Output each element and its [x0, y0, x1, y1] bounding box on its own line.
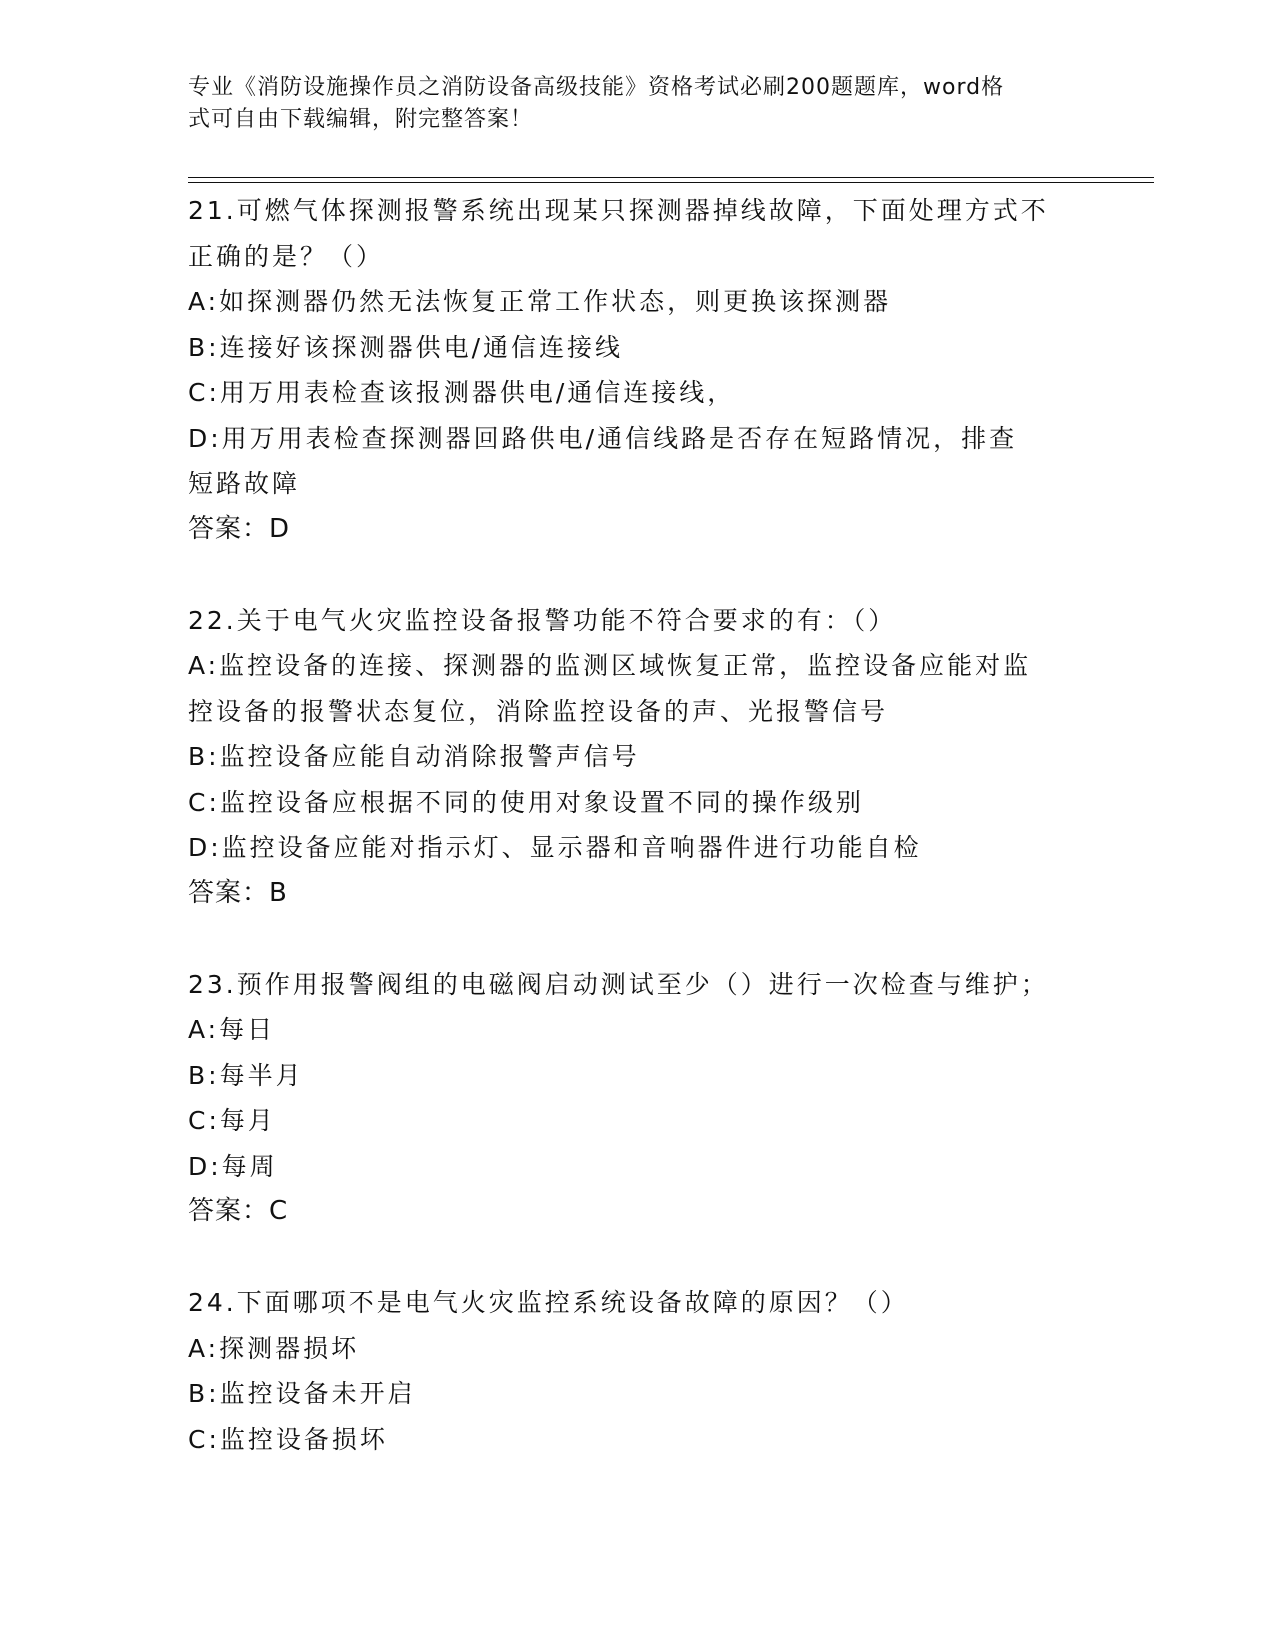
- option-d: D:监控设备应能对指示灯、显示器和音响器件进行功能自检: [188, 833, 922, 862]
- question-stem: 23.预作用报警阀组的电磁阀启动测试至少（）进行一次检查与维护；: [188, 969, 1049, 999]
- question-spacer: [188, 552, 1088, 598]
- header-line-2: 式可自由下载编辑，附完整答案！: [188, 107, 534, 132]
- header-divider-top: [188, 177, 1154, 178]
- header-line-1: 专业《消防设施操作员之消防设备高级技能》资格考试必刷200题题库，word格: [188, 75, 1005, 100]
- question-24: [188, 1280, 1088, 1462]
- option-a: A:监控设备的连接、探测器的监测区域恢复正常，监控设备应能对监: [188, 651, 1032, 680]
- option-a-continued: 控设备的报警状态复位，消除监控设备的声、光报警信号: [188, 696, 889, 726]
- question-22: [188, 598, 1088, 917]
- option-b: B:监控设备应能自动消除报警声信号: [188, 742, 640, 771]
- option-b: B:连接好该探测器供电/通信连接线: [188, 332, 623, 362]
- question-spacer: [188, 1235, 1088, 1281]
- answer-label: 答案：C: [188, 1196, 289, 1226]
- option-c: C:用万用表检查该报测器供电/通信连接线，: [188, 378, 736, 407]
- document-header: [188, 72, 1068, 136]
- question-list: [188, 188, 1088, 1462]
- question-spacer: [188, 916, 1088, 962]
- question-23: [188, 962, 1088, 1235]
- header-divider-bottom: [188, 182, 1154, 183]
- question-stem-continued: 正确的是？（）: [188, 241, 385, 271]
- option-a: A:探测器损坏: [188, 1333, 360, 1363]
- option-d: D:每周: [188, 1151, 278, 1181]
- option-c: C:监控设备损坏: [188, 1424, 388, 1454]
- option-d-continued: 短路故障: [188, 469, 301, 498]
- answer-label: 答案：D: [188, 513, 291, 544]
- option-c: C:监控设备应根据不同的使用对象设置不同的操作级别: [188, 787, 864, 817]
- question-stem: 21.可燃气体探测报警系统出现某只探测器掉线故障，下面处理方式不: [188, 196, 1049, 225]
- answer-label: 答案：B: [188, 877, 288, 908]
- question-stem: 22.关于电气火灾监控设备报警功能不符合要求的有：（）: [188, 605, 897, 635]
- question-stem: 24.下面哪项不是电气火灾监控系统设备故障的原因？（）: [188, 1288, 909, 1317]
- option-b: B:监控设备未开启: [188, 1379, 416, 1408]
- option-a: A:如探测器仍然无法恢复正常工作状态，则更换该探测器: [188, 287, 892, 316]
- option-d: D:用万用表检查探测器回路供电/通信线路是否存在短路情况，排查: [188, 423, 1018, 453]
- option-c: C:每月: [188, 1106, 276, 1135]
- option-a: A:每日: [188, 1015, 276, 1044]
- question-21: [188, 188, 1088, 552]
- option-b: B:每半月: [188, 1060, 304, 1090]
